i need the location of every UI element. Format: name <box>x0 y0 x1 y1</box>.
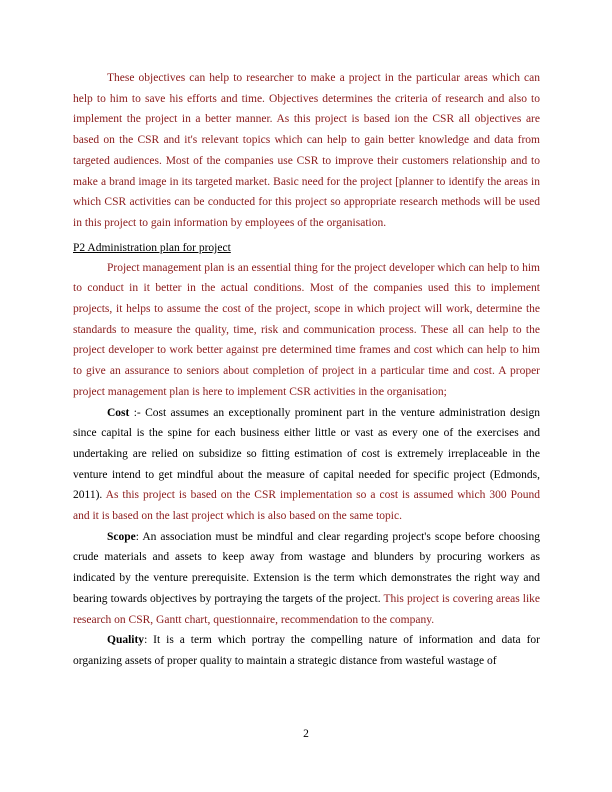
document-body <box>73 68 540 672</box>
quality-label: Quality <box>107 634 145 647</box>
cost-highlight: As this project is based on the CSR implementation so a cost is assumed which 300 Pound and it is based on the last project which is also based on the same topic. <box>73 489 540 523</box>
cost-label: Cost <box>107 406 130 419</box>
paragraph-quality <box>73 630 540 671</box>
scope-text: : An association must be mindful and clear regarding project's scope before choosing crude materials and assets to keep away from wastage and blunders by procuring workers as indicated by the venture prerequisite. Extension is the term which demonstrates the right way and bearing towards objectives by portraying the targets of the project. <box>73 530 540 605</box>
paragraph-scope <box>73 527 540 631</box>
scope-highlight: This project is covering areas like research on CSR, Gantt chart, questionnaire, recommendation to the company. <box>73 592 540 626</box>
section-heading-p2: P2 Administration plan for project <box>73 241 231 254</box>
cost-text: :- Cost assumes an exceptionally prominent part in the venture administration design since capital is the spine for each business either little or vast as every one of the exercises and undertaking are relied on subsidize so fitting estimation of cost is extremely irreplaceable in the venture intend to get mindful about the measure of capital needed for specific project (Edmonds, 2011). <box>73 406 540 502</box>
quality-text: : It is a term which portray the compelling nature of information and data for organizing assets of proper quality to maintain a strategic distance from wasteful wastage of <box>73 634 540 667</box>
paragraph-objectives: These objectives can help to researcher to make a project in the particular areas which can help to him to save his efforts and time. Objectives determines the criteria of research and also to implement the project in a better manner. As this project is based ion the CSR all objectives are based on the CSR and it's relevant topics which can help to gain better knowledge and data from targeted audiences. Most of the companies use CSR to improve their customers relationship and to make a brand image in its targeted market. Basic need for the project [planner to identify the areas in which CSR activities can be conducted for this project so appropriate research methods will be used in this project to gain information by employees of the organisation. <box>73 72 540 229</box>
scope-label: Scope <box>107 530 136 543</box>
paragraph-cost <box>73 403 540 527</box>
page-number: 2 <box>303 728 309 740</box>
paragraph-management-plan: Project management plan is an essential thing for the project developer which can help to him to conduct in it better in the actual conditions. Most of the companies used this to implement projects, it helps to assume the cost of the project, scope in which project will work, determine the standards to measure the quality, time, risk and communication process. These all can help to the project developer to work better against pre determined time frames and cost which can help to him to give an assurance to seniors about completion of project in a particular time and cost. A proper project management plan is here to implement CSR activities in the organisation; <box>73 261 540 398</box>
